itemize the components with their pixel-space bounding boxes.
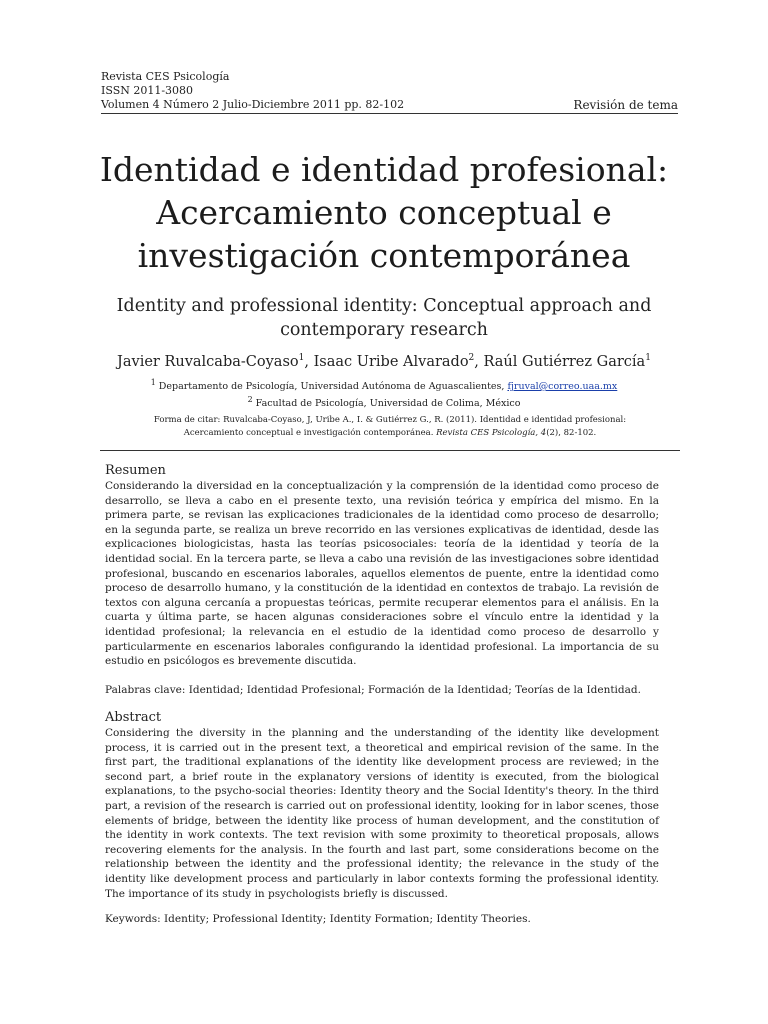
issn: ISSN 2011-3080 xyxy=(101,84,194,97)
abstract-section xyxy=(105,710,659,901)
section-divider xyxy=(100,450,680,451)
affiliations xyxy=(60,376,708,410)
keywords: Keywords: Identity; Professional Identity; Identity Formation; Identity Theories. xyxy=(105,913,531,925)
affiliation-1: $^1$ Departamento de Psicología, Universidad Autónoma de Aguascalientes, fjruval@correo.uaa.mx xyxy=(150,378,618,393)
article-title: Identidad e identidad profesional: Acercamiento conceptual e investigación contemporánea xyxy=(99,150,669,275)
header-row xyxy=(101,98,678,114)
resumen-body: Considerando la diversidad en la conceptualización y la comprensión de la identidad como proceso de desarrollo, se lleva a cabo en el presente texto, una revisión teórica y empírica del mismo. En la primera parte, se revisan las explicaciones tradicionales de la identidad como proceso de desarrollo; en la segunda parte, se realiza un breve recorrido en las versiones explicativas de identidad, desde las explicaciones biologicistas, hasta las teorías psicosociales: teoría de la identidad y teoría de la identidad social. En la tercera parte, se lleva a cabo una revisión de las investigaciones sobre identidad profesional, buscando en escenarios laborales, aquellos elementos de puente, entre la identidad como proceso de desarrollo humano, y la constitución de la identidad en contextos de trabajo. La revisión de textos con alguna cercanía a propuestas teóricas, permite recuperar elementos para el análisis. En la cuarta y última parte, se hacen algunas consideraciones sobre el vínculo entre la identidad y la identidad profesional; la relevancia en el estudio de la identidad como proceso de desarrollo y particularmente en escenarios laborales configurando la identidad profesional. La importancia de su estudio en psicólogos es brevemente discutida. xyxy=(105,480,659,668)
author: Isaac Uribe Alvarado$^2$, xyxy=(313,353,484,370)
resumen-heading: Resumen xyxy=(105,463,166,478)
author: Javier Ruvalcaba-Coyaso$^1$, xyxy=(117,353,314,370)
author-email-link[interactable]: fjruval@correo.uaa.mx xyxy=(507,381,618,393)
abstract-body: Considering the diversity in the planning and the understanding of the identity like development process, it is carried out in the present text, a theoretical and empirical revision of the same. In the first part, the traditional explanations of the identity like development process are reviewed; in the second part, a brief route in the explanatory versions of identity is executed, from the biological explanations, to the psycho-social theories: Identity theory and the Social Identity's theory. In the third part, a revision of the research is carried out on professional identity, looking for in labor scenes, those elements of bridge, between the identity like process of human development, and the constitution of the identity in work contexts. The text revision with some proximity to theoretical proposals, allows recovering elements for the analysis. In the fourth and last part, some considerations become on the relationship between the identity and the professional identity; the relevance in the study of the identity like development process and particularly in labor contexts forming the professional identity. The importance of its study in psychologists briefly is discussed. xyxy=(105,727,659,900)
palabras-clave: Palabras clave: Identidad; Identidad Profesional; Formación de la Identidad; Teorías de la Identidad. xyxy=(105,684,641,696)
volume-info: Volumen 4 Número 2 Julio-Diciembre 2011 pp. 82-102 xyxy=(101,98,405,111)
article-type: Revisión de tema xyxy=(573,98,678,112)
affiliation-2: $^2$ Facultad de Psicología, Universidad de Colima, México xyxy=(247,395,521,410)
article-subtitle: Identity and professional identity: Conceptual approach and contemporary research xyxy=(116,296,652,340)
resumen-section xyxy=(105,463,659,669)
journal-header xyxy=(101,70,678,114)
journal-name: Revista CES Psicología xyxy=(101,70,230,83)
author-list xyxy=(60,353,708,370)
abstract-heading: Abstract xyxy=(105,710,162,725)
author: Raúl Gutiérrez García$^1$ xyxy=(483,353,651,370)
citation-block: Forma de citar: Ruvalcaba-Coyaso, J, Uribe A., I. & Gutiérrez G., R. (2011). Identidad e identidad profesional: Acercamiento conceptual e investigación contemporánea. Revista CES Psicología, 4(2), 82-102. xyxy=(153,415,627,438)
